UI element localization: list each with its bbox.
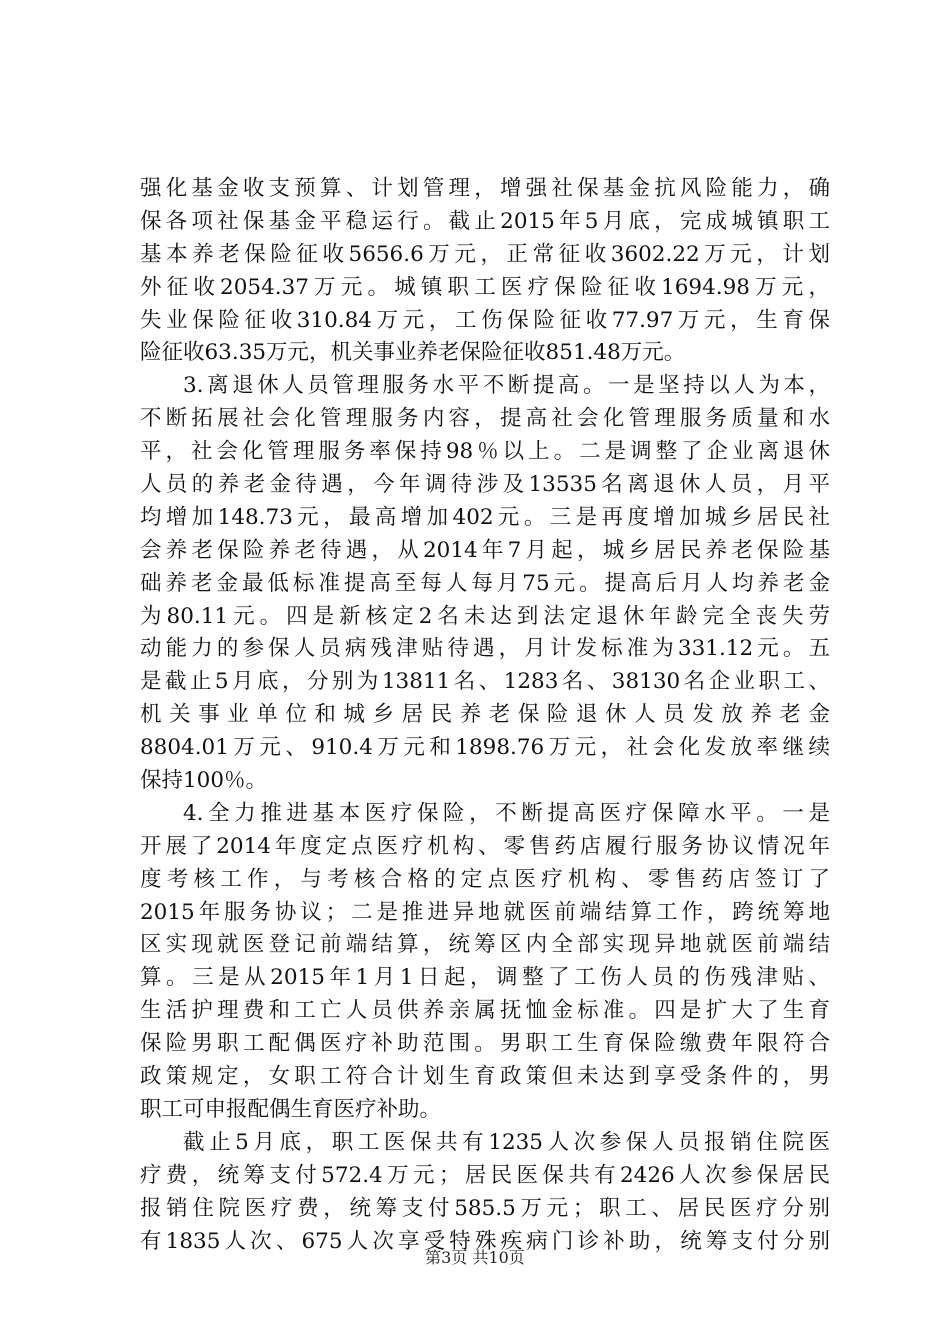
text-line: 度考核工作，与考核合格的定点医疗机构、零售药店签订了 bbox=[140, 866, 830, 892]
text-line: 是截止5月底，分别为13811名、1283名、38130名企业职工、 bbox=[140, 669, 830, 695]
paragraph-heading-line: 4.全力推进基本医疗保险，不断提高医疗保障水平。一是 bbox=[183, 800, 830, 826]
text-line: 不断拓展社会化管理服务内容，提高社会化管理服务质量和水 bbox=[140, 406, 830, 432]
text-line: 强化基金收支预算、计划管理，增强社保基金抗风险能力，确 bbox=[140, 176, 830, 201]
text-line: 报销住院医疗费，统筹支付585.5万元；职工、居民医疗分别 bbox=[140, 1195, 830, 1221]
text-line: 础养老金最低标准提高至每人每月75元。提高后月人均养老金 bbox=[140, 570, 830, 596]
text-line: 保各项社保基金平稳运行。截止2015年5月底，完成城镇职工 bbox=[140, 208, 830, 234]
text-line: 动能力的参保人员病残津贴待遇，月计发标准为331.12元。五 bbox=[140, 636, 830, 662]
text-line: 平，社会化管理服务率保持98％以上。二是调整了企业离退休 bbox=[140, 439, 830, 465]
page-number-footer: 第3页 共10页 bbox=[425, 1248, 525, 1267]
text-line: 均增加148.73元，最高增加402元。三是再度增加城乡居民社 bbox=[140, 504, 830, 530]
text-line: 有1835人次、675人次享受特殊疾病门诊补助，统筹支付分别 bbox=[140, 1228, 830, 1254]
text-line: 险征收63.35万元，机关事业养老保险征收851.48万元。 bbox=[140, 340, 686, 366]
paragraph-heading-line: 3.离退休人员管理服务水平不断提高。一是坚持以人为本， bbox=[183, 373, 830, 399]
text-line: 保持100％。 bbox=[140, 768, 268, 794]
text-line: 职工可申报配偶生育医疗补助。 bbox=[140, 1096, 442, 1122]
text-line: 为80.11元。四是新核定2名未达到法定退休年龄完全丧失劳 bbox=[140, 603, 830, 629]
text-line: 机关事业单位和城乡居民养老保险退休人员发放养老金 bbox=[140, 702, 830, 728]
text-line: 生活护理费和工亡人员供养亲属抚恤金标准。四是扩大了生育 bbox=[140, 998, 830, 1024]
text-line: 人员的养老金待遇，今年调待涉及13535名离退休人员，月平 bbox=[140, 472, 830, 498]
text-line: 外征收2054.37万元。城镇职工医疗保险征收1694.98万元， bbox=[140, 274, 830, 300]
text-line: 8804.01万元、910.4万元和1898.76万元，社会化发放率继续 bbox=[140, 735, 830, 761]
text-line: 基本养老保险征收5656.6万元，正常征收3602.22万元，计划 bbox=[140, 241, 830, 267]
document-body bbox=[140, 173, 830, 1258]
text-line: 政策规定，女职工符合计划生育政策但未达到享受条件的，男 bbox=[140, 1064, 830, 1090]
text-line: 算。三是从2015年1月1日起，调整了工伤人员的伤残津贴、 bbox=[140, 965, 830, 991]
paragraph-first-line: 截止5月底，职工医保共有1235人次参保人员报销住院医 bbox=[183, 1129, 830, 1155]
text-line: 开展了2014年度定点医疗机构、零售药店履行服务协议情况年 bbox=[140, 833, 830, 859]
text-line: 2015年服务协议；二是推进异地就医前端结算工作，跨统筹地 bbox=[140, 899, 830, 925]
text-line: 疗费，统筹支付572.4万元；居民医保共有2426人次参保居民 bbox=[140, 1162, 830, 1188]
text-line: 会养老保险养老待遇，从2014年7月起，城乡居民养老保险基 bbox=[140, 537, 830, 563]
text-line: 保险男职工配偶医疗补助范围。男职工生育保险缴费年限符合 bbox=[140, 1031, 830, 1057]
text-line: 失业保险征收310.84万元，工伤保险征收77.97万元，生育保 bbox=[140, 307, 830, 333]
text-line: 区实现就医登记前端结算，统筹区内全部实现异地就医前端结 bbox=[140, 932, 830, 958]
